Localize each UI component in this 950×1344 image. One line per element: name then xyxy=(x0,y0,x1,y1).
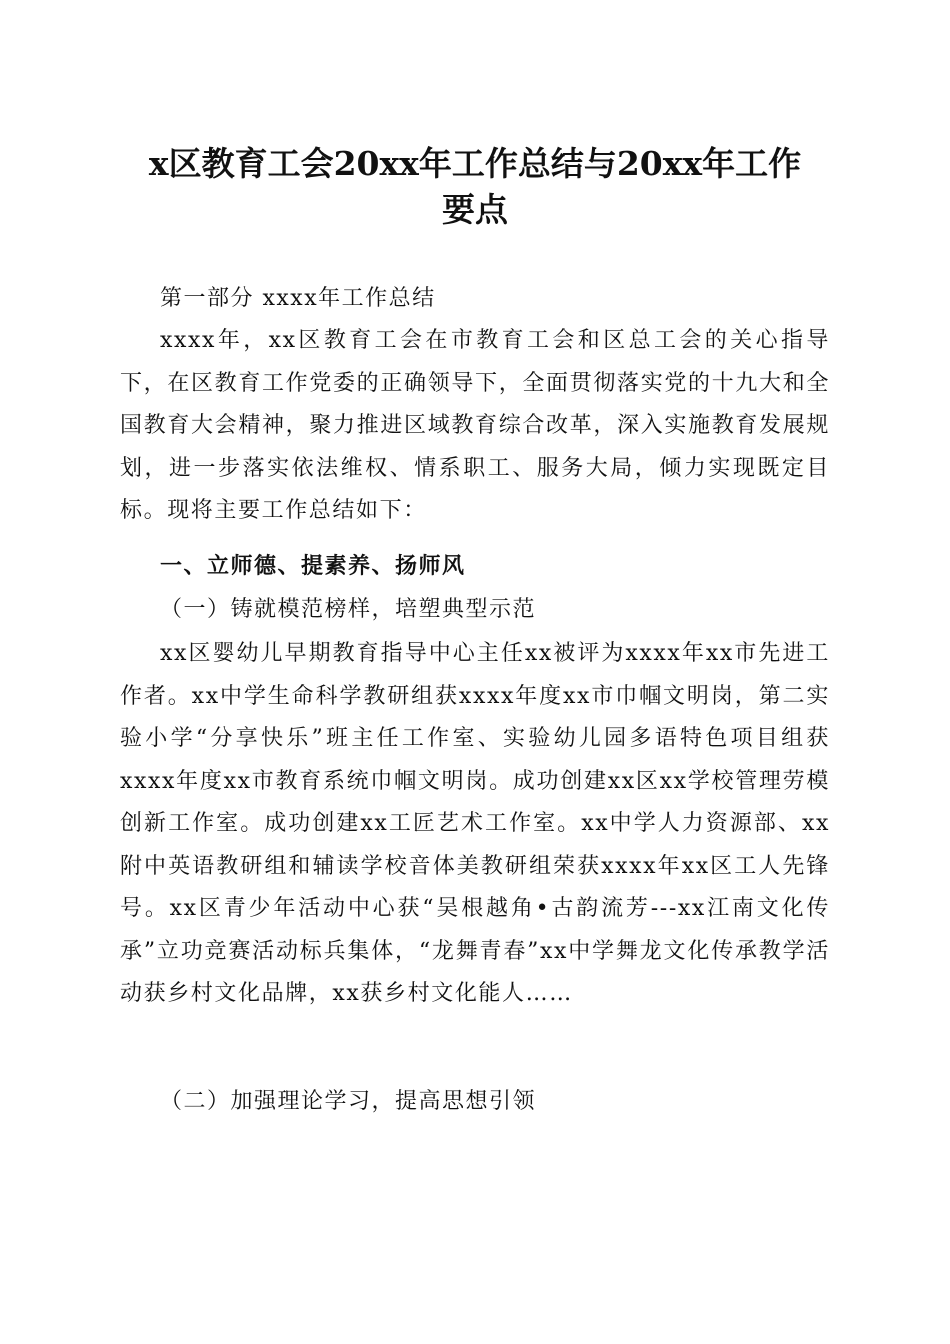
section-heading-1: 一、立师德、提素养、扬师风 xyxy=(160,554,466,579)
subsection-1-paragraph: xx区婴幼儿早期教育指导中心主任xx被评为xxxx年xx市先进工作者。xx中学生命科学教研组获xxxx年度xx市巾帼文明岗，第二实验小学“分享快乐”班主任工作室、实验幼儿园多语特色项目组获xxxx年度xx市教育系统巾帼文明岗。成功创建xx区xx学校管理劳模创新工作室。成功创建xx工匠艺术工作室。xx中学人力资源部、xx附中英语教研组和辅读学校音体美教研组荣获xxxx年xx区工人先锋号。xx区青少年活动中心获“吴根越角•古韵流芳---xx江南文化传承”立功竞赛活动标兵集体，“龙舞青春”xx中学舞龙文化传承教学活动获乡村文化品牌，xx获乡村文化能人…… xyxy=(120,641,830,1006)
document-title-line-2: 要点 xyxy=(442,190,508,229)
subsection-heading-1: （一）铸就模范榜样，培塑典型示范 xyxy=(160,597,537,622)
part-heading: 第一部分 xxxx年工作总结 xyxy=(160,286,436,311)
intro-paragraph: xxxx年，xx区教育工会在市教育工会和区总工会的关心指导下，在区教育工作党委的正确领导下，全面贯彻落实党的十九大和全国教育大会精神，聚力推进区域教育综合改革，深入实施教育发展规划，进一步落实依法维权、情系职工、服务大局，倾力实现既定目标。现将主要工作总结如下： xyxy=(120,328,830,523)
document-title-line-1: x区教育工会20xx年工作总结与20xx年工作 xyxy=(148,144,802,183)
subsection-heading-2: （二）加强理论学习，提高思想引领 xyxy=(160,1089,537,1114)
